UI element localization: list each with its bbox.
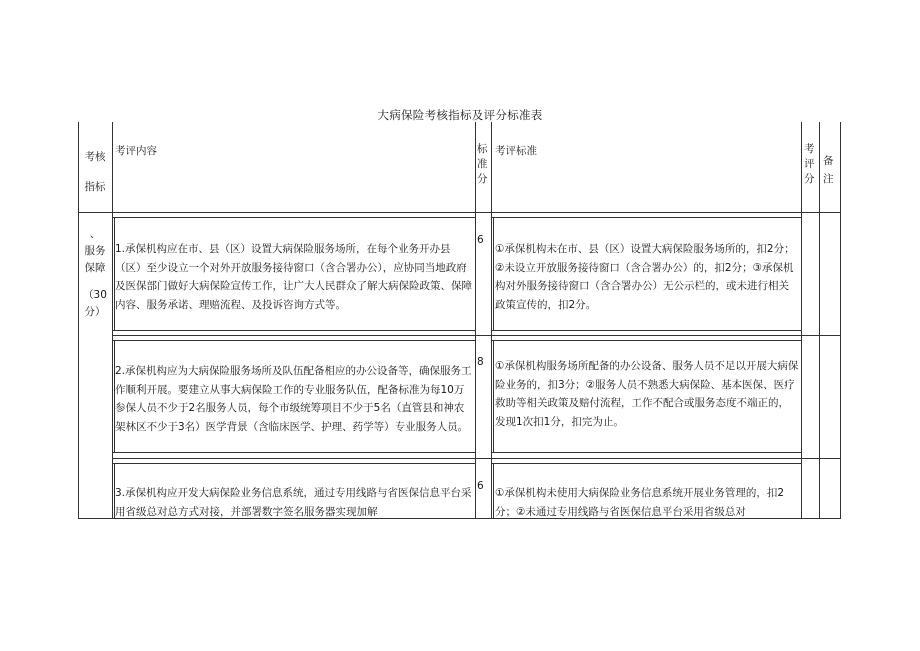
header-remarks <box>823 152 837 188</box>
row-1-content: 1.承保机构应在市、县（区）设置大病保险服务场所，在每个业务开办县（区）至少设立一个对外开放服务接待窗口（含合署办公），应协同当地政府及医保部门做好大病保险宣传工作，让广大人民群众了解大病保险政策、保障内容、服务承诺、理赔流程、及投诉咨询方式等。 <box>115 243 472 311</box>
header-indicator <box>78 142 112 202</box>
header-indicator-line1: 考核 <box>84 151 106 163</box>
header-criteria: 考评标准 <box>495 145 537 157</box>
header-remarks-line2: 注 <box>823 173 834 185</box>
header-content: 考评内容 <box>115 145 157 157</box>
row-3-content: 3.承保机构应开发大病保险业务信息系统，通过专用线路与省医保信息平台采用省级总对总方式对接，并部署数字签名服务器实现加解 <box>115 487 472 518</box>
header-eval-score-line3: 分 <box>804 173 815 185</box>
header-standard-score-line2: 准 <box>477 158 488 170</box>
header-eval-score-line2: 评 <box>804 158 815 170</box>
row-1-criteria: ①承保机构未在市、县（区）设置大病保险服务场所的，扣2分；②未设立开放服务接待窗口（含合署办公）的，扣2分；③承保机构对外服务接待窗口（含合署办公）无公示栏的，或未进行相关政策宣传的，扣2分。 <box>495 243 795 311</box>
header-indicator-line2: 指标 <box>84 181 106 193</box>
row-2-content: 2.承保机构应为大病保险服务场所及队伍配备相应的办公设备等，确保服务工作顺利开展。要建立从事大病保险工作的专业服务队伍，配备标准为每10万参保人员不少于2名服务人员，每个市级统筹项目不少于5名（直管县和神农架林区不少于3名）医学背景（含临床医学、护理、药学等）专业服务人员。 <box>115 365 472 433</box>
header-standard-score-line3: 分 <box>477 173 488 185</box>
row-3-criteria: ①承保机构未使用大病保险业务信息系统开展业务管理的，扣2分；②未通过专用线路与省医保信息平台采用省级总对 <box>495 487 785 518</box>
header-standard-score-line1: 标 <box>477 143 488 155</box>
header-eval-score <box>804 142 818 187</box>
category-line4: 分） <box>84 306 106 318</box>
category-line1: 服务 <box>84 245 106 257</box>
header-remarks-line1: 备 <box>823 155 834 167</box>
row-2-criteria: ①承保机构服务场所配备的办公设备、服务人员不足以开展大病保险业务的，扣3分；②服务人员不熟悉大病保险、基本医保、医疗救助等相关政策及赔付流程，工作不配合或服务态度不端正的，发现1次扣1分，扣完为止。 <box>495 360 799 428</box>
row-2-score: 8 <box>477 356 484 368</box>
category-service-guarantee <box>78 226 112 321</box>
row-3-score: 6 <box>477 480 484 492</box>
document-title: 大病保险考核指标及评分标准表 <box>377 108 543 122</box>
header-eval-score-line1: 考 <box>804 143 815 155</box>
category-line2: 保障 <box>84 262 106 274</box>
row-1-score: 6 <box>477 234 484 246</box>
category-line3: （30 <box>83 289 107 301</box>
category-line0: 、 <box>89 228 101 240</box>
header-standard-score <box>477 142 491 187</box>
